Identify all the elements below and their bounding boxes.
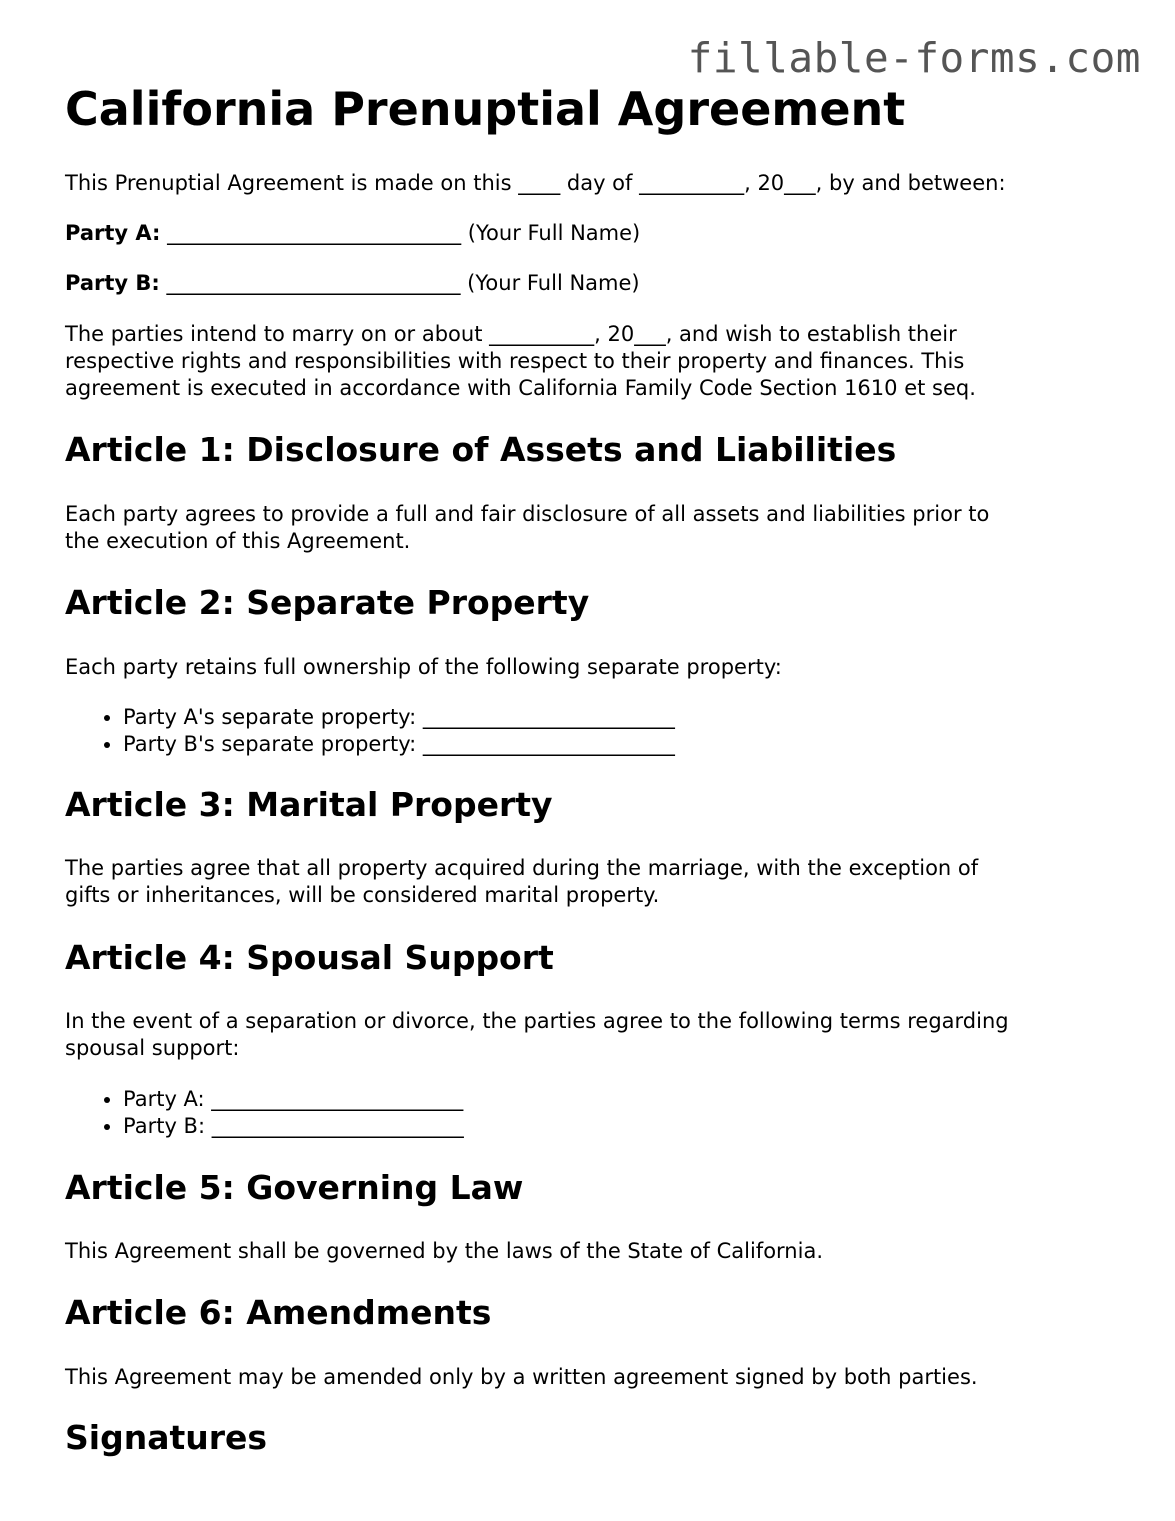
article-2-list: [65, 704, 675, 758]
article-4-heading: Article 4: Spousal Support: [65, 938, 554, 977]
party-a-field[interactable]: ____________________________ (Your Full Name): [167, 221, 641, 245]
party-b-label: Party B:: [65, 271, 160, 295]
list-item[interactable]: • Party A: ________________________: [123, 1086, 464, 1113]
article-4-line: spousal support:: [65, 1036, 240, 1060]
party-a-line: [65, 220, 1125, 247]
intro-paragraph: [65, 170, 1125, 197]
article-4-body: [65, 1008, 1125, 1062]
intent-line: agreement is executed in accordance with California Family Code Section 1610 et seq.: [65, 376, 976, 400]
signatures-heading: Signatures: [65, 1418, 268, 1457]
article-1-line: Each party agrees to provide a full and fair disclosure of all assets and liabilities prior to: [65, 502, 990, 526]
intro-text: This Prenuptial Agreement is made on this ____ day of __________, 20___, by and between:: [65, 171, 1006, 195]
intent-line: respective rights and responsibilities with respect to their property and finances. This: [65, 349, 965, 373]
article-3-line: The parties agree that all property acquired during the marriage, with the exception of: [65, 856, 979, 880]
article-5-line: This Agreement shall be governed by the laws of the State of California.: [65, 1239, 823, 1263]
article-1-heading: Article 1: Disclosure of Assets and Liabilities: [65, 430, 897, 469]
article-3-line: gifts or inheritances, will be considered marital property.: [65, 883, 660, 907]
article-6-heading: Article 6: Amendments: [65, 1293, 492, 1332]
list-item[interactable]: • Party A's separate property: ________________________: [123, 704, 675, 731]
article-5-body: [65, 1238, 1125, 1265]
document-title: California Prenuptial Agreement: [65, 82, 906, 136]
party-a-label: Party A:: [65, 221, 161, 245]
article-1-line: the execution of this Agreement.: [65, 529, 411, 553]
intent-paragraph: [65, 321, 1125, 402]
list-item[interactable]: • Party B's separate property: ________________________: [123, 731, 675, 758]
article-3-heading: Article 3: Marital Property: [65, 785, 553, 824]
article-3-body: [65, 855, 1125, 909]
article-5-heading: Article 5: Governing Law: [65, 1168, 524, 1207]
article-2-body: [65, 654, 1125, 681]
article-1-body: [65, 501, 1125, 555]
article-6-line: This Agreement may be amended only by a written agreement signed by both parties.: [65, 1365, 978, 1389]
article-6-body: [65, 1364, 1125, 1391]
article-4-line: In the event of a separation or divorce, the parties agree to the following terms regarding: [65, 1009, 1009, 1033]
party-b-line: [65, 270, 1125, 297]
article-2-heading: Article 2: Separate Property: [65, 583, 590, 622]
article-2-line: Each party retains full ownership of the following separate property:: [65, 655, 782, 679]
article-4-list: [65, 1086, 464, 1140]
party-b-field[interactable]: ____________________________ (Your Full Name): [166, 271, 640, 295]
list-item[interactable]: • Party B: ________________________: [123, 1113, 464, 1140]
intent-line: The parties intend to marry on or about __________, 20___, and wish to establish their: [65, 322, 957, 346]
watermark: fillable-forms.com: [687, 34, 1141, 82]
